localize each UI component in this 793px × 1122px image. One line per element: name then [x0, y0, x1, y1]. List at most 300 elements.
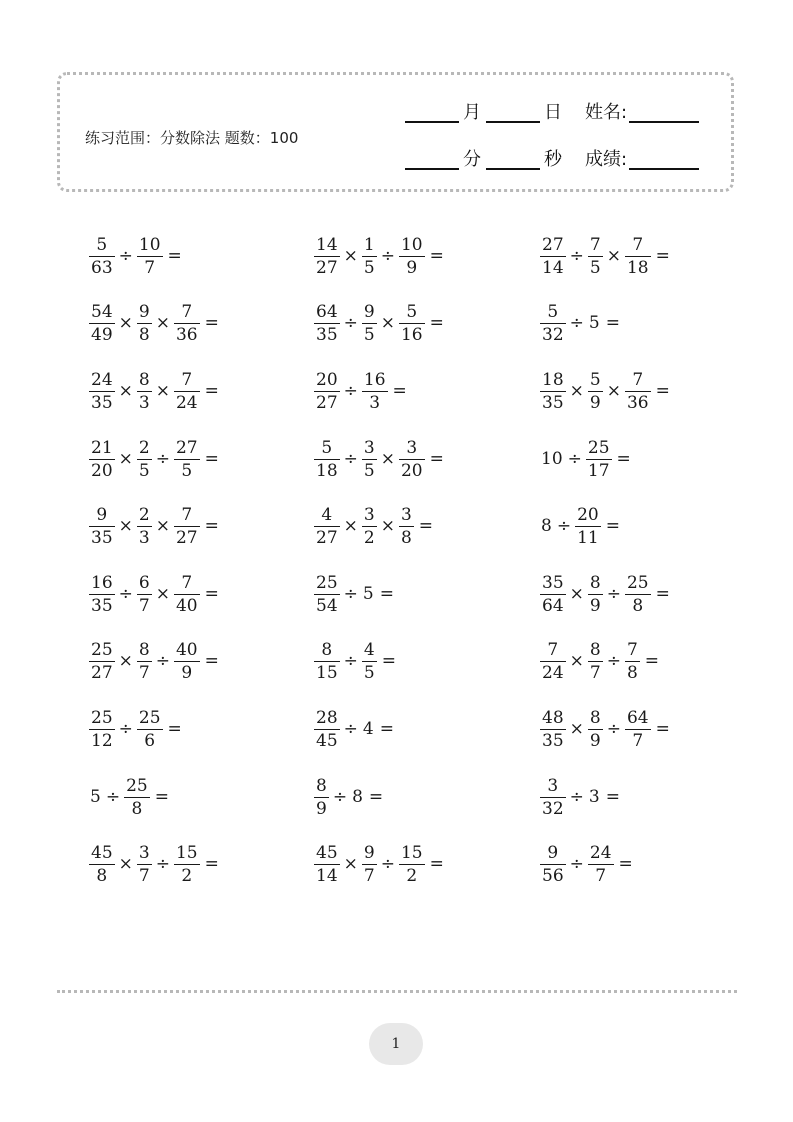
denominator: 20	[91, 460, 113, 481]
fraction	[90, 371, 114, 412]
fraction	[541, 574, 565, 615]
problem-item	[313, 303, 444, 343]
numerator: 3	[547, 775, 559, 796]
numerator: 2	[138, 437, 150, 458]
numerator: 8	[316, 775, 327, 796]
numerator: 64	[626, 707, 649, 728]
numerator: 35	[542, 572, 564, 593]
fraction	[400, 439, 424, 480]
numerator: 54	[91, 301, 113, 322]
fraction	[626, 709, 650, 750]
fraction	[363, 506, 376, 547]
problem-item	[88, 371, 219, 411]
numerator: 28	[316, 707, 338, 728]
month-label: 月	[463, 102, 481, 123]
fraction	[626, 574, 650, 615]
denominator: 36	[175, 324, 198, 345]
equals-sign: =	[605, 313, 620, 333]
numerator: 64	[316, 301, 338, 322]
denominator: 64	[542, 595, 564, 616]
fraction	[90, 506, 114, 547]
problem-item	[539, 506, 620, 546]
whole-number: 3	[588, 787, 600, 807]
times-operator: ×	[118, 313, 133, 333]
numerator: 6	[138, 572, 150, 593]
fraction	[138, 709, 162, 750]
denominator: 7	[589, 662, 601, 683]
times-operator: ×	[380, 449, 395, 469]
numerator: 7	[626, 639, 638, 660]
fraction	[541, 777, 565, 818]
equals-sign: =	[605, 787, 620, 807]
fraction	[363, 641, 376, 682]
minutes-label: 分	[463, 149, 481, 170]
numerator: 3	[406, 437, 418, 458]
fraction	[138, 236, 162, 277]
fraction	[90, 709, 114, 750]
numerator: 7	[181, 369, 193, 390]
denominator: 35	[542, 392, 564, 413]
denominator: 9	[399, 256, 425, 277]
denominator: 9	[589, 595, 601, 616]
denominator: 54	[316, 595, 338, 616]
problem-item	[88, 439, 219, 479]
numerator: 7	[181, 572, 193, 593]
numerator: 25	[587, 437, 610, 458]
problem-item	[88, 303, 219, 343]
times-operator: ×	[155, 313, 170, 333]
problem-item	[88, 641, 219, 681]
denominator: 7	[138, 662, 150, 683]
fraction	[315, 506, 339, 547]
denominator: 56	[542, 865, 564, 886]
denominator: 11	[577, 527, 599, 548]
equals-sign: =	[167, 719, 182, 739]
practice-range-label: 练习范围：分数除法 题数：100	[85, 129, 299, 147]
equals-sign: =	[655, 381, 670, 401]
denominator: 24	[542, 662, 564, 683]
whole-number: 4	[362, 719, 374, 739]
fraction	[541, 844, 565, 885]
numerator: 8	[589, 707, 601, 728]
fraction	[175, 844, 199, 885]
denominator: 5	[138, 460, 150, 481]
equals-sign: =	[204, 584, 219, 604]
numerator: 9	[363, 842, 375, 863]
fraction	[175, 506, 199, 547]
numerator: 40	[175, 639, 198, 660]
whole-number: 10	[541, 449, 563, 469]
fraction	[400, 506, 413, 547]
problem-item	[313, 777, 383, 817]
denominator: 14	[316, 865, 338, 886]
divide-operator: ÷	[155, 651, 170, 671]
times-operator: ×	[569, 381, 584, 401]
equals-sign: =	[154, 787, 169, 807]
denominator: 45	[316, 730, 338, 751]
fraction	[541, 709, 565, 750]
numerator: 10	[400, 234, 423, 255]
problem-item	[539, 439, 631, 479]
denominator: 18	[626, 257, 649, 278]
fraction	[363, 371, 387, 412]
divide-operator: ÷	[556, 516, 572, 536]
fraction	[589, 371, 602, 412]
numerator: 27	[175, 437, 198, 458]
fraction	[626, 236, 650, 277]
numerator: 4	[363, 639, 375, 660]
fraction	[587, 439, 611, 480]
denominator: 8	[626, 662, 638, 683]
problem-item	[88, 506, 219, 546]
denominator: 8	[625, 594, 651, 615]
problem-item	[88, 574, 219, 614]
equals-sign: =	[379, 719, 394, 739]
denominator: 27	[175, 527, 198, 548]
denominator: 27	[316, 392, 338, 413]
denominator: 8	[138, 324, 150, 345]
denominator: 8	[400, 527, 412, 548]
divide-operator: ÷	[606, 584, 621, 604]
fraction	[90, 439, 114, 480]
times-operator: ×	[343, 516, 358, 536]
fraction	[138, 371, 151, 412]
denominator: 27	[91, 662, 113, 683]
equals-sign: =	[429, 313, 444, 333]
denominator: 7	[363, 865, 375, 886]
problem-item	[313, 641, 396, 681]
numerator: 9	[96, 504, 108, 525]
denominator: 3	[362, 391, 388, 412]
divide-operator: ÷	[343, 651, 358, 671]
times-operator: ×	[569, 584, 584, 604]
problem-item	[539, 709, 670, 749]
whole-number: 5	[588, 313, 600, 333]
times-operator: ×	[380, 313, 395, 333]
fraction	[175, 439, 199, 480]
equals-sign: =	[379, 584, 394, 604]
numerator: 9	[363, 301, 375, 322]
times-operator: ×	[343, 246, 358, 266]
divide-operator: ÷	[118, 246, 133, 266]
numerator: 24	[91, 369, 113, 390]
equals-sign: =	[204, 516, 219, 536]
denominator: 35	[91, 527, 113, 548]
numerator: 7	[632, 234, 644, 255]
problem-item	[88, 777, 169, 817]
fraction	[589, 641, 602, 682]
numerator: 5	[589, 369, 601, 390]
divide-operator: ÷	[380, 246, 395, 266]
numerator: 3	[363, 504, 375, 525]
fraction	[576, 506, 600, 547]
fraction	[315, 371, 339, 412]
numerator: 3	[363, 437, 375, 458]
problem-item	[539, 574, 670, 614]
numerator: 8	[589, 639, 601, 660]
divide-operator: ÷	[567, 449, 582, 469]
fraction	[541, 641, 565, 682]
seconds-label: 秒	[544, 149, 562, 170]
numerator: 10	[138, 234, 161, 255]
fraction	[90, 303, 114, 344]
equals-sign: =	[644, 651, 660, 671]
fraction	[400, 303, 424, 344]
denominator: 6	[137, 729, 163, 750]
fraction	[626, 371, 650, 412]
numerator: 25	[626, 572, 649, 593]
denominator: 2	[399, 864, 425, 885]
fraction	[315, 777, 328, 818]
denominator: 3	[138, 392, 150, 413]
equals-sign: =	[429, 854, 444, 874]
numerator: 2	[138, 504, 150, 525]
divide-operator: ÷	[606, 651, 621, 671]
denominator: 12	[91, 730, 113, 751]
equals-sign: =	[204, 313, 219, 333]
divide-operator: ÷	[118, 584, 133, 604]
numerator: 9	[547, 842, 559, 863]
numerator: 16	[91, 572, 113, 593]
fraction	[363, 439, 376, 480]
fraction	[90, 641, 114, 682]
day-label: 日	[544, 102, 562, 123]
denominator: 7	[625, 729, 651, 750]
numerator: 20	[577, 504, 599, 525]
divide-operator: ÷	[343, 381, 358, 401]
denominator: 24	[175, 392, 198, 413]
denominator: 5	[363, 662, 375, 683]
fraction	[589, 844, 613, 885]
numerator: 3	[400, 504, 412, 525]
numerator: 7	[547, 639, 559, 660]
equals-sign: =	[381, 651, 396, 671]
numerator: 8	[321, 639, 333, 660]
denominator: 7	[588, 864, 614, 885]
fraction	[175, 574, 199, 615]
times-operator: ×	[155, 584, 170, 604]
divide-operator: ÷	[606, 719, 621, 739]
equals-sign: =	[392, 381, 407, 401]
equals-sign: =	[204, 381, 219, 401]
problem-item	[539, 303, 620, 343]
times-operator: ×	[118, 516, 133, 536]
denominator: 35	[542, 730, 564, 751]
numerator: 7	[181, 301, 193, 322]
divide-operator: ÷	[569, 313, 584, 333]
fraction	[138, 303, 151, 344]
numerator: 7	[632, 369, 644, 390]
denominator: 9	[316, 798, 327, 819]
fraction	[315, 236, 339, 277]
fraction	[626, 641, 639, 682]
equals-sign: =	[204, 854, 219, 874]
equals-sign: =	[418, 516, 434, 536]
problem-item	[539, 844, 633, 884]
numerator: 25	[91, 639, 113, 660]
name-label: 姓名:	[585, 102, 628, 123]
fraction	[315, 439, 339, 480]
numerator: 5	[406, 301, 418, 322]
numerator: 14	[316, 234, 338, 255]
denominator: 2	[363, 527, 375, 548]
problem-item	[313, 844, 444, 884]
numerator: 25	[138, 707, 161, 728]
denominator: 5	[589, 257, 601, 278]
numerator: 25	[316, 572, 338, 593]
numerator: 15	[400, 842, 423, 863]
problem-item	[539, 777, 620, 817]
divide-operator: ÷	[343, 719, 358, 739]
denominator: 35	[91, 392, 113, 413]
times-operator: ×	[569, 719, 584, 739]
denominator: 9	[589, 392, 601, 413]
numerator: 21	[91, 437, 113, 458]
fraction	[315, 709, 339, 750]
equals-sign: =	[167, 246, 182, 266]
divide-operator: ÷	[343, 449, 358, 469]
divide-operator: ÷	[569, 854, 584, 874]
numerator: 20	[316, 369, 338, 390]
fraction	[175, 641, 199, 682]
fraction	[363, 844, 376, 885]
equals-sign: =	[204, 651, 219, 671]
equals-sign: =	[429, 246, 444, 266]
numerator: 25	[91, 707, 113, 728]
denominator: 7	[138, 595, 150, 616]
numerator: 5	[547, 301, 559, 322]
whole-number: 5	[90, 787, 101, 807]
fraction	[400, 236, 424, 277]
divide-operator: ÷	[343, 584, 358, 604]
fraction	[315, 844, 339, 885]
times-operator: ×	[343, 854, 358, 874]
numerator: 45	[316, 842, 338, 863]
denominator: 15	[316, 662, 338, 683]
times-operator: ×	[155, 516, 170, 536]
problem-item	[313, 709, 394, 749]
divide-operator: ÷	[155, 854, 170, 874]
denominator: 63	[91, 257, 113, 278]
divide-operator: ÷	[105, 787, 121, 807]
numerator: 27	[542, 234, 564, 255]
fraction	[589, 574, 602, 615]
denominator: 35	[91, 595, 113, 616]
problem-item	[88, 844, 219, 884]
fraction	[125, 777, 149, 818]
denominator: 27	[316, 527, 338, 548]
page-number-badge	[369, 1023, 423, 1065]
fraction	[90, 574, 114, 615]
numerator: 3	[138, 842, 150, 863]
problem-item	[539, 371, 670, 411]
denominator: 5	[363, 460, 375, 481]
equals-sign: =	[368, 787, 384, 807]
denominator: 14	[542, 257, 564, 278]
denominator: 49	[91, 324, 113, 345]
fraction	[90, 236, 114, 277]
fraction	[589, 709, 602, 750]
divide-operator: ÷	[569, 246, 584, 266]
problem-item	[313, 439, 444, 479]
denominator: 40	[175, 595, 198, 616]
numerator: 48	[542, 707, 564, 728]
denominator: 5	[363, 324, 375, 345]
numerator: 45	[91, 842, 113, 863]
denominator: 9	[589, 730, 601, 751]
numerator: 5	[321, 437, 333, 458]
fraction	[138, 506, 151, 547]
denominator: 20	[400, 460, 423, 481]
times-operator: ×	[118, 854, 133, 874]
fraction	[138, 844, 151, 885]
times-operator: ×	[118, 449, 133, 469]
problem-item	[88, 236, 182, 276]
fraction	[315, 303, 339, 344]
denominator: 17	[587, 460, 610, 481]
equals-sign: =	[204, 449, 219, 469]
divide-operator: ÷	[155, 449, 170, 469]
fraction	[315, 574, 339, 615]
numerator: 24	[589, 842, 612, 863]
divide-operator: ÷	[380, 854, 395, 874]
numerator: 1	[363, 234, 375, 255]
divide-operator: ÷	[332, 787, 348, 807]
times-operator: ×	[118, 651, 133, 671]
page-number: 1	[391, 1036, 401, 1052]
footer-divider	[57, 990, 737, 993]
problem-item	[313, 236, 444, 276]
times-operator: ×	[606, 381, 621, 401]
denominator: 5	[363, 257, 375, 278]
equals-sign: =	[616, 449, 631, 469]
times-operator: ×	[118, 381, 133, 401]
numerator: 15	[175, 842, 198, 863]
score-label: 成绩:	[585, 149, 628, 170]
whole-number: 5	[362, 584, 374, 604]
fraction	[363, 236, 376, 277]
denominator: 18	[316, 460, 338, 481]
divide-operator: ÷	[118, 719, 133, 739]
times-operator: ×	[569, 651, 584, 671]
fraction	[541, 371, 565, 412]
problem-item	[88, 709, 182, 749]
numerator: 8	[138, 639, 150, 660]
fraction	[541, 236, 565, 277]
denominator: 7	[137, 256, 163, 277]
times-operator: ×	[155, 381, 170, 401]
denominator: 8	[89, 864, 115, 885]
numerator: 4	[321, 504, 333, 525]
fraction	[138, 439, 151, 480]
numerator: 25	[126, 775, 148, 796]
numerator: 8	[138, 369, 150, 390]
divide-operator: ÷	[343, 313, 358, 333]
divide-operator: ÷	[569, 787, 584, 807]
numerator: 7	[589, 234, 601, 255]
numerator: 7	[181, 504, 193, 525]
fraction	[138, 641, 151, 682]
denominator: 3	[138, 527, 150, 548]
denominator: 36	[626, 392, 649, 413]
times-operator: ×	[380, 516, 395, 536]
numerator: 16	[363, 369, 386, 390]
problem-item	[313, 574, 394, 614]
problem-item	[313, 506, 433, 546]
fraction	[589, 236, 602, 277]
fraction	[400, 844, 424, 885]
denominator: 2	[174, 864, 200, 885]
